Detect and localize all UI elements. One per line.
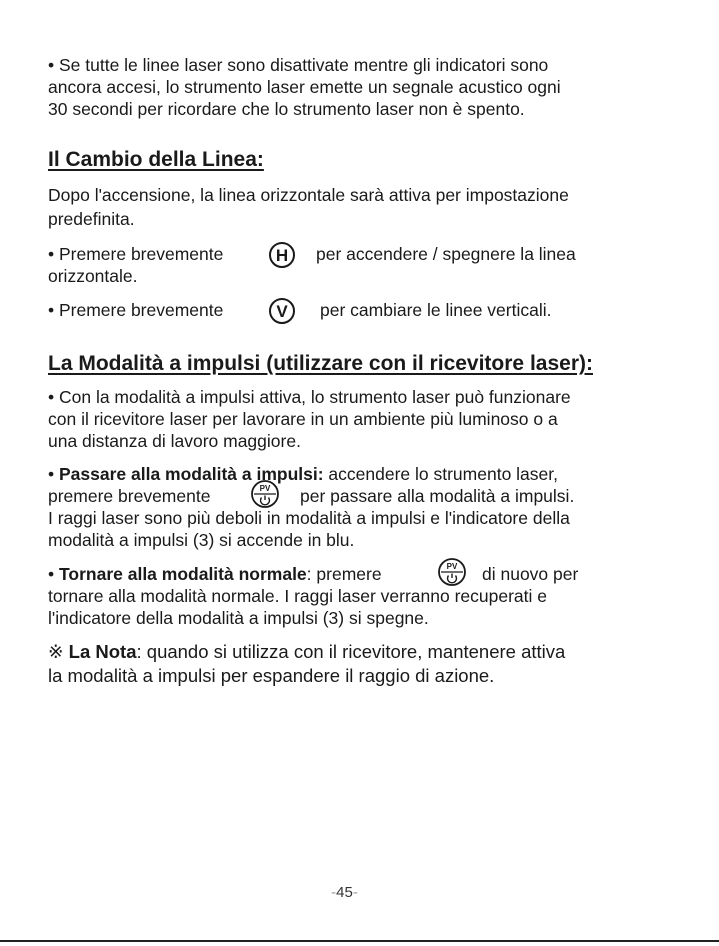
paragraph-line: con il ricevitore laser per lavorare in un ambiente più luminoso o a [48, 409, 558, 429]
paragraph-line: modalità a impulsi (3) si accende in blu. [48, 530, 355, 550]
bullet-v-pre: • Premere brevemente [48, 300, 224, 320]
pulse-switch-line-2-pre: premere brevemente [48, 486, 211, 506]
section-heading-line-change: Il Cambio della Linea: [48, 148, 264, 171]
note-line-1: ※ La Nota: quando si utilizza con il ricevitore, mantenere attiva [48, 641, 566, 662]
note-line-2: la modalità a impulsi per espandere il raggio di azione. [48, 665, 495, 686]
paragraph-line: I raggi laser sono più deboli in modalità a impulsi e l'indicatore della [48, 508, 570, 528]
svg-text:H: H [275, 246, 289, 265]
paragraph-line: Dopo l'accensione, la linea orizzontale sarà attiva per impostazione [48, 185, 569, 205]
normal-mode-line-1-post: di nuovo per [482, 564, 579, 584]
paragraph-line: tornare alla modalità normale. I raggi laser verranno recuperati e [48, 586, 548, 606]
pulse-switch-bold: Passare alla modalità a impulsi: [59, 464, 324, 484]
pulse-switch-line-2-post: per passare alla modalità a impulsi. [300, 486, 575, 506]
bullet-h-line-2: orizzontale. [48, 266, 138, 286]
paragraph-line: una distanza di lavoro maggiore. [48, 431, 301, 451]
note-symbol: ※ [48, 641, 69, 662]
page-number: -45- [331, 884, 358, 901]
intro-line-1: • Se tutte le linee laser sono disattivate mentre gli indicatori sono [48, 55, 549, 75]
svg-text:PV: PV [446, 562, 458, 571]
bullet-h-post: per accendere / spegnere la linea [316, 244, 576, 264]
v-button-icon [268, 297, 296, 330]
section-heading-pulse-mode: La Modalità a impulsi (utilizzare con il ricevitore laser): [48, 352, 593, 375]
h-button-icon [268, 241, 296, 274]
bottom-divider [0, 940, 719, 942]
normal-mode-bold: Tornare alla modalità normale [59, 564, 307, 584]
paragraph-line: • Con la modalità a impulsi attiva, lo strumento laser può funzionare [48, 387, 571, 407]
normal-mode-line-1: • Tornare alla modalità normale: premere [48, 564, 382, 584]
intro-line-3: 30 secondi per ricordare che lo strumento laser non è spento. [48, 99, 525, 119]
paragraph-line: predefinita. [48, 209, 135, 229]
bullet-h-pre: • Premere brevemente [48, 244, 224, 264]
pulse-switch-line-1: • Passare alla modalità a impulsi: accendere lo strumento laser, [48, 464, 558, 484]
svg-text:PV: PV [259, 484, 271, 493]
intro-line-2: ancora accesi, lo strumento laser emette un segnale acustico ogni [48, 77, 561, 97]
svg-text:V: V [276, 302, 288, 321]
bullet-v-post: per cambiare le linee verticali. [320, 300, 552, 320]
paragraph-line: l'indicatore della modalità a impulsi (3) si spegne. [48, 608, 429, 628]
